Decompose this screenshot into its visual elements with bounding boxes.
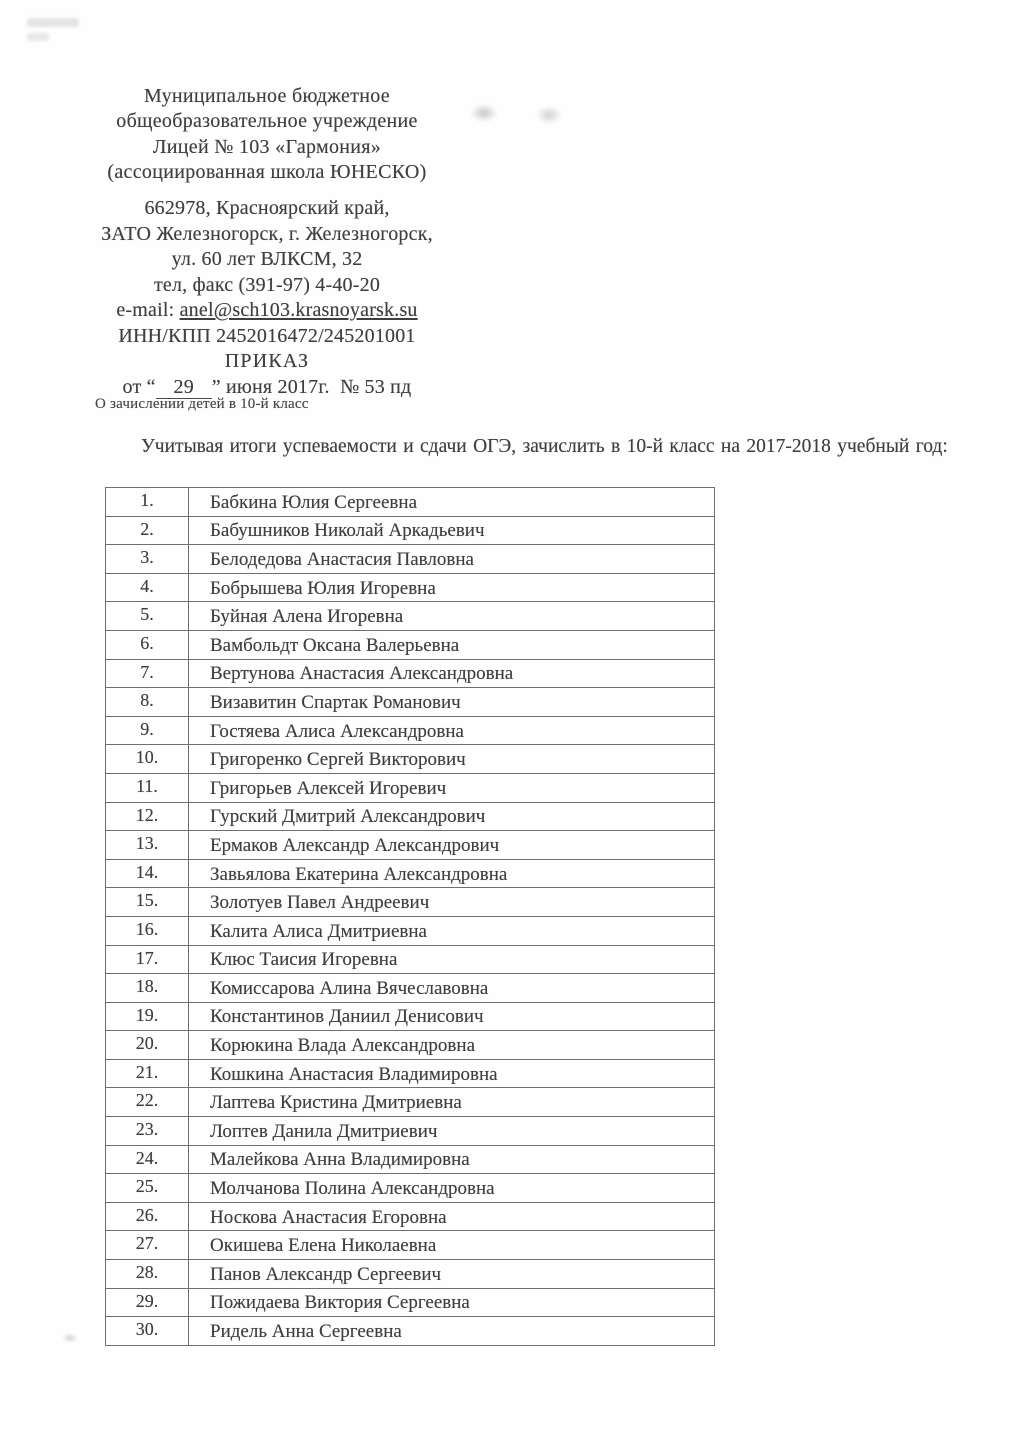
student-name-cell: Белодедова Анастасия Павловна (189, 545, 715, 574)
row-number-cell: 7. (106, 659, 189, 688)
row-number-cell: 8. (106, 688, 189, 717)
student-name-cell: Гурский Дмитрий Александрович (189, 802, 715, 831)
table-row (106, 1317, 715, 1346)
table-row (106, 1260, 715, 1289)
scan-artifact-smudge (536, 106, 562, 124)
row-number-cell: 22. (106, 1088, 189, 1117)
row-number-cell: 29. (106, 1288, 189, 1317)
row-number-cell: 3. (106, 545, 189, 574)
table-row (106, 1145, 715, 1174)
row-number-cell: 27. (106, 1231, 189, 1260)
student-name-cell: Бобрышева Юлия Игоревна (189, 573, 715, 602)
student-name-cell: Визавитин Спартак Романович (189, 688, 715, 717)
scan-artifact-corner (27, 33, 49, 41)
address-line: ЗАТО Железногорск, г. Железногорск, (101, 222, 433, 245)
table-row (106, 1174, 715, 1203)
table-row (106, 916, 715, 945)
row-number-cell: 20. (106, 1031, 189, 1060)
table-row (106, 945, 715, 974)
row-number-cell: 26. (106, 1202, 189, 1231)
student-name-cell: Комиссарова Алина Вячеславовна (189, 974, 715, 1003)
row-number-cell: 30. (106, 1317, 189, 1346)
student-name-cell: Панов Александр Сергеевич (189, 1260, 715, 1289)
student-name-cell: Кошкина Анастасия Владимировна (189, 1059, 715, 1088)
email-line (47, 298, 487, 324)
table-row (106, 974, 715, 1003)
table-row (106, 516, 715, 545)
order-subject: О зачислении детей в 10-й класс (95, 396, 309, 412)
document-type-title: ПРИКАЗ (224, 350, 310, 372)
table-row (106, 630, 715, 659)
row-number-cell: 5. (106, 602, 189, 631)
row-number-cell: 15. (106, 888, 189, 917)
date-day-underlined: 29 (156, 376, 212, 399)
student-name-cell: Окишева Елена Николаевна (189, 1231, 715, 1260)
row-number-cell: 25. (106, 1174, 189, 1203)
row-number-cell: 17. (106, 945, 189, 974)
table-row (106, 602, 715, 631)
table-row (106, 773, 715, 802)
student-name-cell: Буйная Алена Игоревна (189, 602, 715, 631)
row-number-cell: 12. (106, 802, 189, 831)
email-address: anel@sch103.krasnoyarsk.su (179, 299, 418, 321)
email-label: e-mail: (116, 299, 180, 321)
row-number-cell: 18. (106, 974, 189, 1003)
table-row (106, 1117, 715, 1146)
row-number-cell: 23. (106, 1117, 189, 1146)
table-row (106, 1031, 715, 1060)
organization-name-block (47, 84, 487, 186)
student-name-cell: Григорьев Алексей Игоревич (189, 773, 715, 802)
student-name-cell: Малейкова Анна Владимировна (189, 1145, 715, 1174)
address-lines (47, 196, 487, 298)
table-row (106, 745, 715, 774)
student-name-cell: Калита Алиса Дмитриевна (189, 916, 715, 945)
table-row (106, 488, 715, 517)
row-number-cell: 9. (106, 716, 189, 745)
table-row (106, 859, 715, 888)
student-name-cell: Завьялова Екатерина Александровна (189, 859, 715, 888)
students-table (105, 487, 715, 1346)
table-row (106, 1059, 715, 1088)
address-line: ул. 60 лет ВЛКСМ, 32 (171, 248, 363, 270)
row-number-cell: 13. (106, 831, 189, 860)
students-table-body (106, 488, 715, 1346)
row-number-cell: 4. (106, 573, 189, 602)
row-number-cell: 10. (106, 745, 189, 774)
student-name-cell: Корюкина Влада Александровна (189, 1031, 715, 1060)
student-name-cell: Ермаков Александр Александрович (189, 831, 715, 860)
row-number-cell: 21. (106, 1059, 189, 1088)
student-name-cell: Лоптев Данила Дмитриевич (189, 1117, 715, 1146)
address-line: 662978, Красноярский край, (144, 197, 390, 219)
table-row (106, 688, 715, 717)
date-prefix: от “ (122, 375, 156, 398)
row-number-cell: 2. (106, 516, 189, 545)
scan-artifact-corner (27, 18, 79, 27)
date-suffix: ” июня 2017г. № 53 пд (211, 375, 412, 398)
table-row (106, 831, 715, 860)
table-row (106, 1002, 715, 1031)
table-row (106, 1202, 715, 1231)
table-row (106, 659, 715, 688)
row-number-cell: 16. (106, 916, 189, 945)
student-name-cell: Григоренко Сергей Викторович (189, 745, 715, 774)
student-name-cell: Вертунова Анастасия Александровна (189, 659, 715, 688)
row-number-cell: 24. (106, 1145, 189, 1174)
student-name-cell: Пожидаева Виктория Сергеевна (189, 1288, 715, 1317)
organization-name-line: Муниципальное бюджетное (144, 85, 390, 107)
table-row (106, 1088, 715, 1117)
row-number-cell: 14. (106, 859, 189, 888)
table-row (106, 888, 715, 917)
inn-kpp-line: ИНН/КПП 2452016472/245201001 (118, 324, 416, 347)
scan-artifact-dot (62, 1333, 78, 1343)
table-row (106, 573, 715, 602)
row-number-cell: 6. (106, 630, 189, 659)
row-number-cell: 19. (106, 1002, 189, 1031)
row-number-cell: 28. (106, 1260, 189, 1289)
table-row (106, 545, 715, 574)
student-name-cell: Ридель Анна Сергеевна (189, 1317, 715, 1346)
organization-name-line: Лицей № 103 «Гармония» (152, 135, 382, 158)
student-name-cell: Константинов Даниил Денисович (189, 1002, 715, 1031)
letterhead-details-block (47, 196, 487, 400)
table-row (106, 1288, 715, 1317)
student-name-cell: Носкова Анастасия Егоровна (189, 1202, 715, 1231)
student-name-cell: Бабкина Юлия Сергеевна (189, 488, 715, 517)
student-name-cell: Гостяева Алиса Александровна (189, 716, 715, 745)
table-row (106, 802, 715, 831)
row-number-cell: 11. (106, 773, 189, 802)
student-name-cell: Золотуев Павел Андреевич (189, 888, 715, 917)
student-name-cell: Клюс Таисия Игоревна (189, 945, 715, 974)
row-number-cell: 1. (106, 488, 189, 517)
table-row (106, 716, 715, 745)
organization-name-line: (ассоциированная школа ЮНЕСКО) (107, 161, 427, 184)
order-body-paragraph: Учитывая итоги успеваемости и сдачи ОГЭ, зачислить в 10-й класс на 2017-2018 учебный год: (141, 436, 948, 457)
address-line: тел, факс (391-97) 4-40-20 (153, 273, 381, 296)
student-name-cell: Молчанова Полина Александровна (189, 1174, 715, 1203)
student-name-cell: Лаптева Кристина Дмитриевна (189, 1088, 715, 1117)
student-name-cell: Бабушников Николай Аркадьевич (189, 516, 715, 545)
table-row (106, 1231, 715, 1260)
student-name-cell: Вамбольдт Оксана Валерьевна (189, 630, 715, 659)
organization-name-line: общеобразовательное учреждение (116, 110, 418, 133)
